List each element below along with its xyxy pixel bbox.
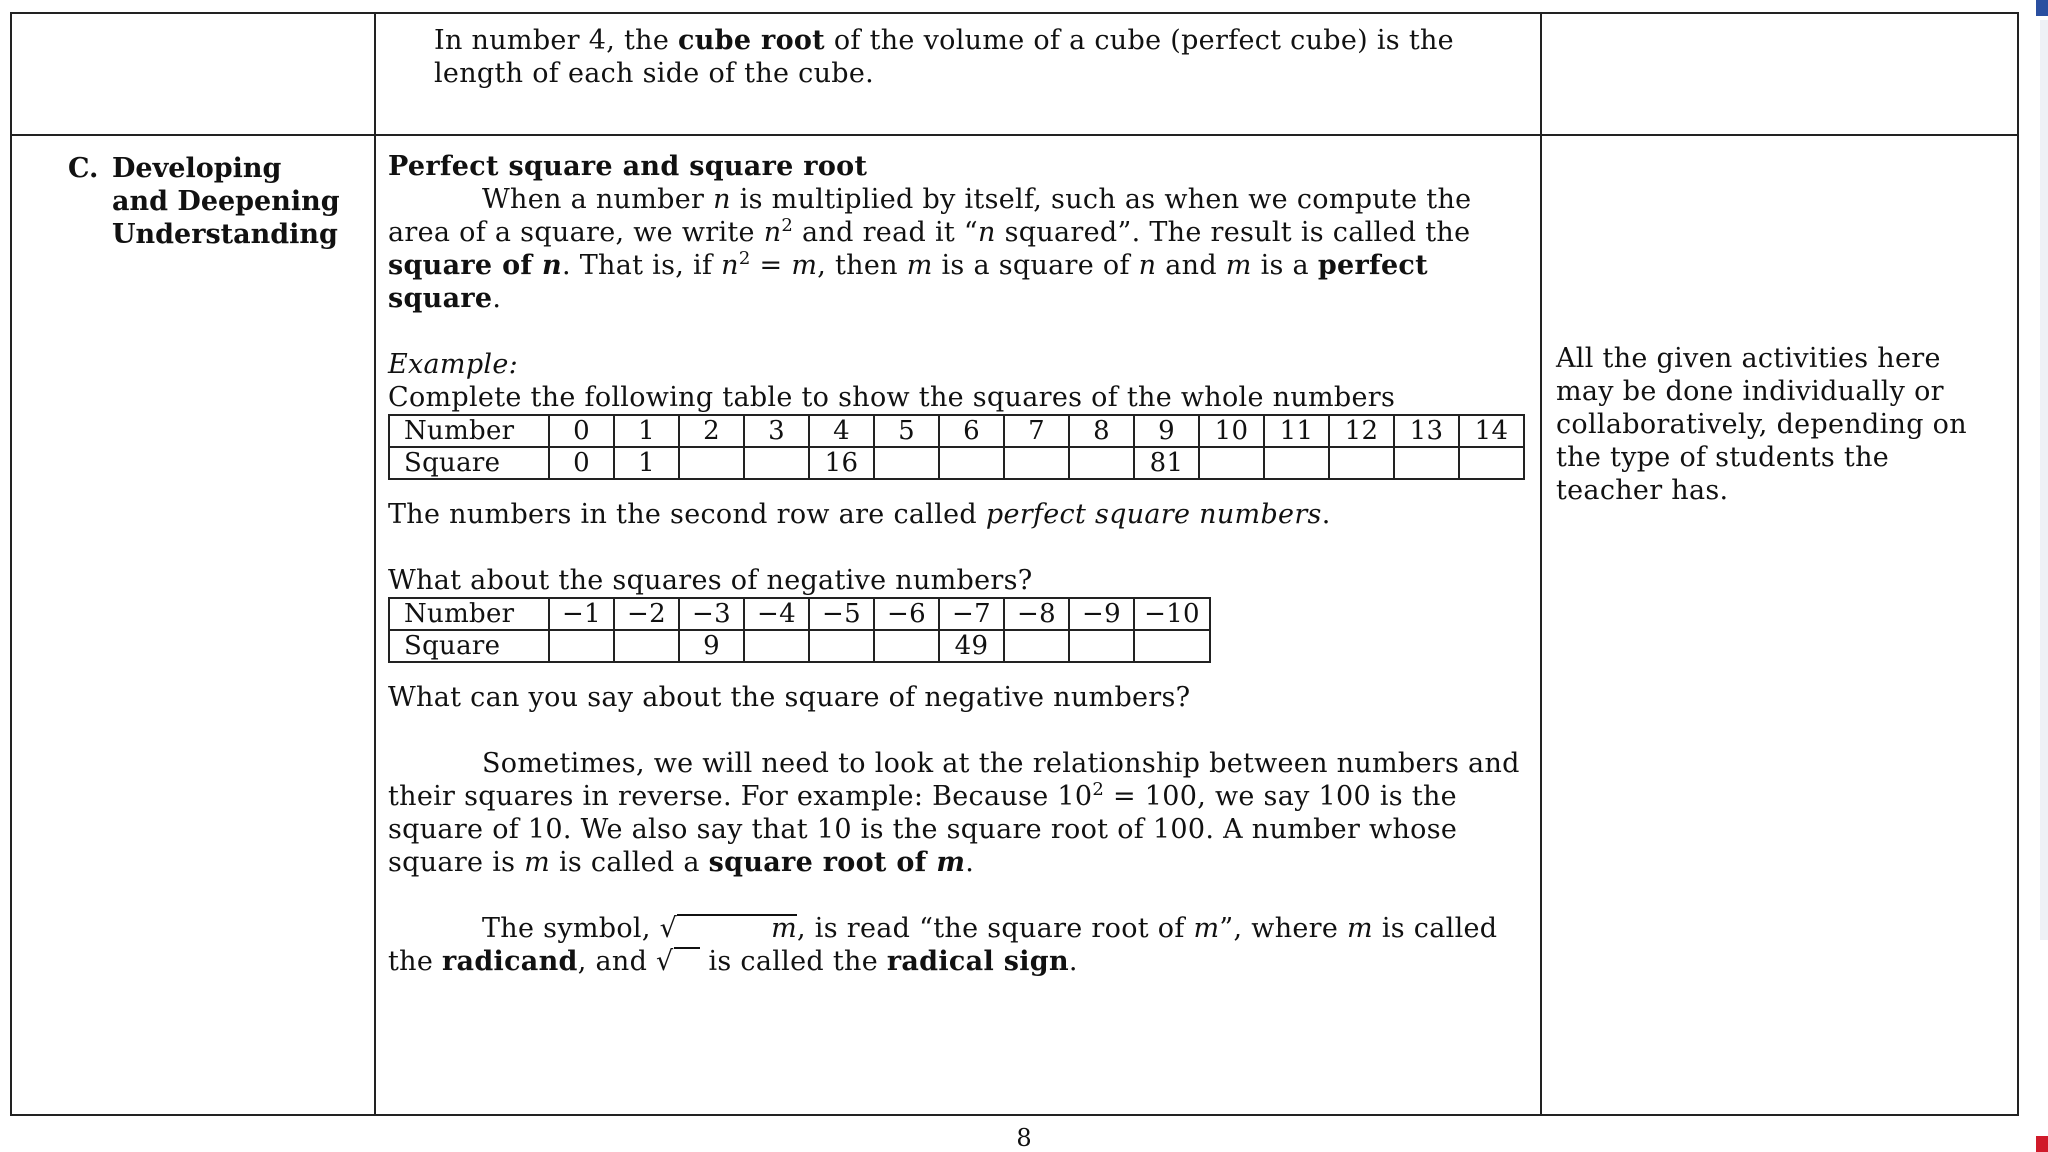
- number-cell: 7: [1004, 415, 1069, 447]
- square-cell: 81: [1134, 447, 1199, 479]
- row-header-square: Square: [389, 447, 549, 479]
- cube-root-term: cube root: [678, 25, 825, 56]
- square-cell: [614, 630, 679, 662]
- square-root-paragraph: Sometimes, we will need to look at the relationship between numbers and their squares in reverse. For example: Because $10^2 = 100$, we say 100 is the square of 10. We also say that 10 is the square root of 100. A number whose square is m is called a square root of m.: [388, 748, 1520, 878]
- square-cell: [1394, 447, 1459, 479]
- number-cell: −5: [809, 598, 874, 630]
- number-cell: 9: [1134, 415, 1199, 447]
- square-cell: [939, 447, 1004, 479]
- negative-numbers-question: What about the squares of negative numbers?: [388, 565, 1033, 596]
- number-cell: 1: [614, 415, 679, 447]
- square-cell: [1134, 630, 1210, 662]
- number-cell: 11: [1264, 415, 1329, 447]
- number-cell: 14: [1459, 415, 1524, 447]
- row-header-number: Number: [389, 415, 549, 447]
- example-label: Example:: [388, 349, 519, 380]
- radical-sign-symbol: √: [656, 946, 674, 977]
- square-cell: [809, 630, 874, 662]
- number-cell: 13: [1394, 415, 1459, 447]
- square-cell: 49: [939, 630, 1004, 662]
- edge-accent-top: [2036, 0, 2048, 16]
- number-cell: −3: [679, 598, 744, 630]
- edge-accent-bottom: [2036, 1136, 2048, 1152]
- number-cell: 3: [744, 415, 809, 447]
- perfect-square-paragraph: When a number n is multiplied by itself, such as when we compute the area of a square, we write $n^2$ and read it “n squared”. The result is called the square of n. That is, if $n^2 = m$, then m is a square of n and m is a perfect square.: [388, 184, 1472, 314]
- square-cell: 0: [549, 447, 614, 479]
- teacher-note: All the given activities here may be done individually or collaboratively, depending on the type of students the teacher has.: [1556, 343, 1967, 506]
- table-row: [389, 630, 1210, 662]
- number-cell: −7: [939, 598, 1004, 630]
- number-cell: −10: [1134, 598, 1210, 630]
- number-cell: 10: [1199, 415, 1264, 447]
- number-cell: 2: [679, 415, 744, 447]
- square-cell: [1264, 447, 1329, 479]
- lesson-plan-table: [10, 12, 2019, 1116]
- row-header-number: Number: [389, 598, 549, 630]
- teacher-note-cell: [1541, 135, 2018, 1115]
- table-row: [389, 415, 1524, 447]
- square-cell: [744, 630, 809, 662]
- number-cell: 8: [1069, 415, 1134, 447]
- square-cell: [874, 447, 939, 479]
- number-cell: −8: [1004, 598, 1069, 630]
- square-cell: 1: [614, 447, 679, 479]
- number-cell: −4: [744, 598, 809, 630]
- empty-cell-top-right: [1541, 13, 2018, 135]
- square-cell: [679, 447, 744, 479]
- number-cell: 5: [874, 415, 939, 447]
- square-cell: [1069, 630, 1134, 662]
- intro-cell: [375, 13, 1541, 135]
- edge-accent-side: [2040, 20, 2048, 940]
- table-row: [389, 598, 1210, 630]
- number-cell: −1: [549, 598, 614, 630]
- perfect-square-numbers-text: The numbers in the second row are called perfect square numbers.: [388, 499, 1331, 530]
- negative-square-question: What can you say about the square of negative numbers?: [388, 682, 1191, 713]
- square-cell: [1329, 447, 1394, 479]
- empty-cell-top-left: [11, 13, 375, 135]
- page-number: 8: [1016, 1124, 1032, 1152]
- square-cell: [874, 630, 939, 662]
- radical-sign-symbol: √: [659, 913, 678, 944]
- content-cell: [375, 135, 1541, 1115]
- square-cell: [744, 447, 809, 479]
- cube-root-paragraph: In number 4, the cube root of the volume of a cube (perfect cube) is the length of each side of the cube.: [434, 25, 1454, 89]
- number-cell: −6: [874, 598, 939, 630]
- lesson-content: [376, 136, 1540, 978]
- section-label-cell: [11, 135, 375, 1115]
- square-cell: 9: [679, 630, 744, 662]
- row-header-square: Square: [389, 630, 549, 662]
- square-cell: [1199, 447, 1264, 479]
- number-cell: 0: [549, 415, 614, 447]
- square-cell: 16: [809, 447, 874, 479]
- number-cell: 6: [939, 415, 1004, 447]
- number-cell: 4: [809, 415, 874, 447]
- whole-number-squares-table: [388, 414, 1525, 480]
- section-letter: C.: [68, 153, 99, 184]
- square-cell: [1004, 447, 1069, 479]
- section-heading: Perfect square and square root: [388, 151, 868, 182]
- square-cell: [1069, 447, 1134, 479]
- negative-number-squares-table: [388, 597, 1211, 663]
- radical-symbol-paragraph: The symbol, √ m, is read “the square root of m”, where m is called the radicand, and √ is called the radical sign.: [388, 913, 1498, 977]
- square-cell: [549, 630, 614, 662]
- number-cell: 12: [1329, 415, 1394, 447]
- square-cell: [1459, 447, 1524, 479]
- section-label: C. Developing and Deepening Understanding: [68, 153, 340, 250]
- number-cell: −9: [1069, 598, 1134, 630]
- table-row: [389, 447, 1524, 479]
- example-instruction: Complete the following table to show the squares of the whole numbers: [388, 382, 1396, 413]
- number-cell: −2: [614, 598, 679, 630]
- square-cell: [1004, 630, 1069, 662]
